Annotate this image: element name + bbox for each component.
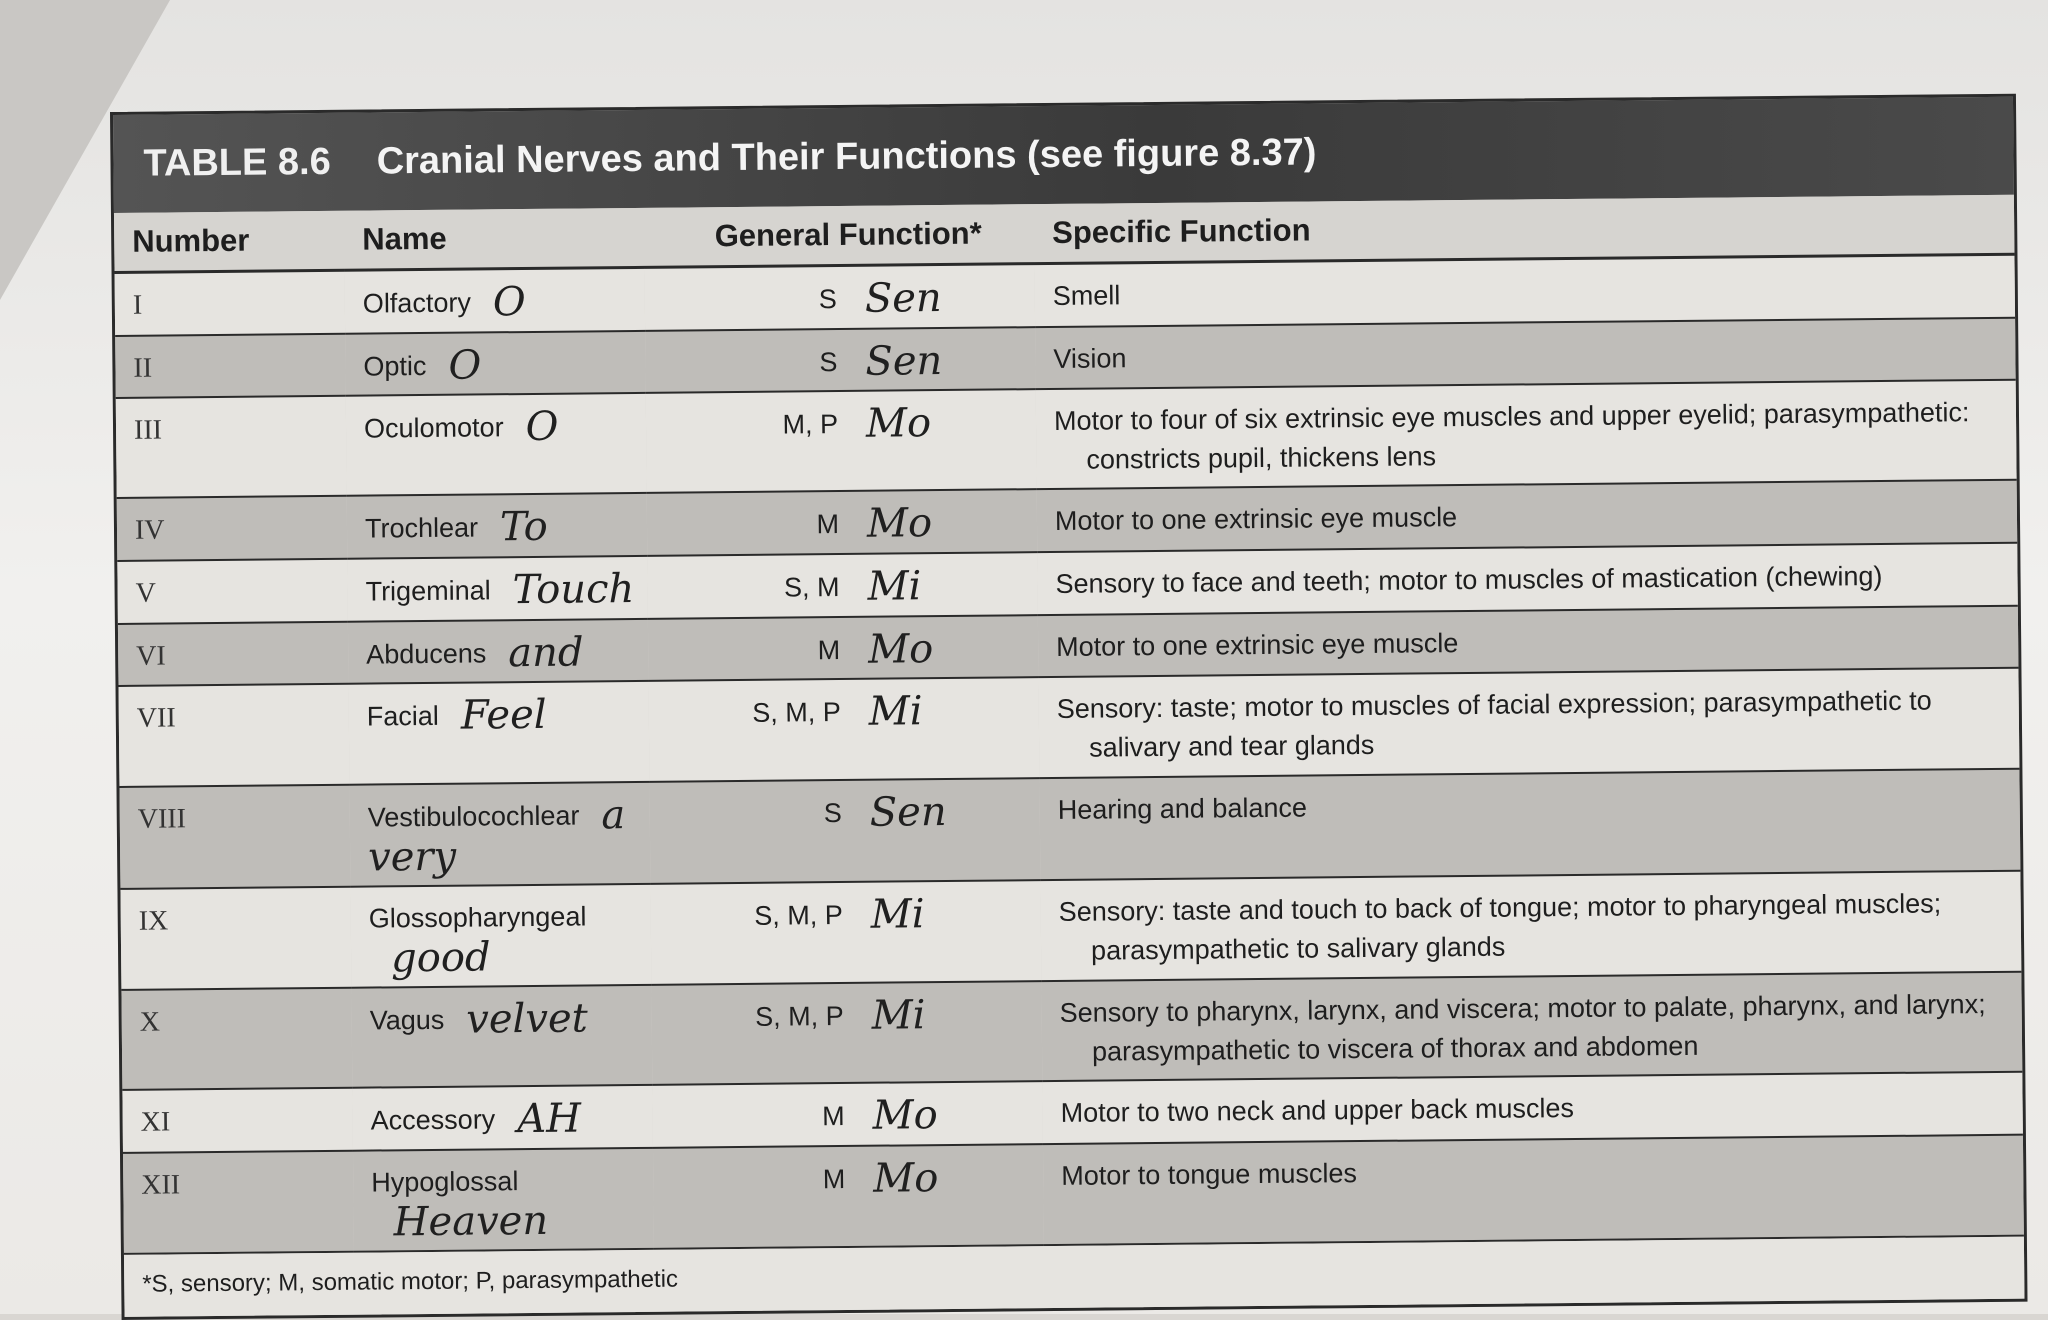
- general-function: M: [822, 1101, 845, 1132]
- general-function: S: [819, 346, 838, 377]
- nerve-number: XI: [122, 1088, 353, 1153]
- specific-function-line-1: Sensory: taste; motor to muscles of facial expression; parasympathetic to: [1056, 685, 1932, 725]
- table-row: [120, 871, 2021, 991]
- handwritten-note: velvet: [466, 995, 588, 1043]
- specific-function: [1038, 605, 2019, 677]
- handwritten-function-note: Mo: [866, 500, 933, 548]
- specific-function: [1039, 768, 2020, 880]
- nerve-name: Facial: [366, 701, 439, 732]
- handwritten-function-note: Sen: [865, 337, 943, 385]
- general-function-cell: [651, 981, 1042, 1085]
- general-function-cell: [645, 327, 1036, 393]
- nerve-name: Olfactory: [362, 287, 472, 319]
- general-function-cell: [649, 778, 1040, 884]
- handwritten-function-note: Mo: [867, 625, 934, 673]
- specific-function-line-1: Sensory to face and teeth; motor to muscles of mastication (chewing): [1055, 561, 1883, 600]
- specific-function: [1040, 871, 2021, 982]
- handwritten-note: a very: [367, 791, 626, 881]
- specific-function: [1036, 380, 2017, 490]
- general-function-cell: [647, 552, 1038, 618]
- handwritten-note: and: [508, 629, 584, 676]
- general-function: M: [817, 634, 841, 665]
- handwritten-note: Heaven: [393, 1197, 549, 1246]
- table-row: [119, 668, 2020, 787]
- cranial-nerves-table: [110, 94, 2028, 1320]
- table-title-bar: [113, 97, 2014, 213]
- nerve-number: I: [115, 270, 346, 335]
- general-function: S, M, P: [754, 899, 843, 931]
- nerve-number: II: [115, 333, 346, 398]
- nerve-name: Trochlear: [364, 512, 479, 545]
- table-row: [116, 380, 2017, 499]
- specific-function: [1043, 1135, 2024, 1246]
- handwritten-note: Touch: [512, 566, 635, 614]
- nerve-name-cell: [345, 267, 646, 333]
- handwritten-function-note: Mi: [871, 992, 926, 1039]
- nerve-name-cell: [349, 781, 650, 886]
- specific-function-line-1: Motor to tongue muscles: [1061, 1158, 1358, 1191]
- handwritten-note: To: [499, 504, 548, 551]
- nerve-name: Abducens: [366, 638, 487, 670]
- header-specific-function: Specific Function: [1034, 195, 2015, 264]
- nerve-name-cell: [351, 985, 652, 1088]
- nerve-name: Glossopharyngeal: [368, 901, 587, 934]
- general-function-cell: [648, 615, 1039, 681]
- general-function: M: [816, 509, 840, 540]
- nerve-number: VII: [119, 684, 350, 786]
- specific-function-line-2: constricts pupil, thickens lens: [1086, 441, 1437, 475]
- general-function-cell: [652, 1081, 1043, 1147]
- specific-function: [1042, 1072, 2023, 1144]
- handwritten-note: O: [492, 279, 526, 326]
- handwritten-function-note: Sen: [864, 275, 942, 322]
- general-function-cell: [650, 880, 1041, 985]
- handwritten-note: O: [448, 342, 482, 389]
- specific-function: [1034, 254, 2015, 326]
- general-function: S: [818, 284, 837, 315]
- table-row: [123, 1135, 2024, 1255]
- nerve-name: Hypoglossal: [371, 1166, 519, 1198]
- table-row: [119, 768, 2020, 889]
- specific-function: [1035, 317, 2016, 389]
- nerve-name-cell: [349, 681, 650, 784]
- specific-function-line-1: Vision: [1053, 342, 1127, 374]
- header-general-function: General Function*: [644, 204, 1035, 267]
- nerve-table: [114, 195, 2024, 1255]
- nerve-name: Optic: [363, 350, 427, 382]
- specific-function: [1041, 972, 2022, 1082]
- nerve-name-cell: [347, 556, 648, 621]
- specific-function-line-1: Sensory: taste and touch to back of tongue; motor to pharyngeal muscles;: [1058, 888, 1942, 927]
- specific-function: [1038, 668, 2019, 778]
- handwritten-function-note: Mo: [873, 1155, 939, 1202]
- specific-function-line-1: Smell: [1052, 280, 1121, 311]
- nerve-name: Vestibulocochlear: [367, 800, 580, 833]
- general-function: S, M, P: [755, 1001, 844, 1032]
- general-function-cell: [647, 490, 1038, 556]
- nerve-number: IX: [120, 887, 351, 990]
- nerve-name: Oculomotor: [363, 412, 504, 444]
- handwritten-function-note: Mi: [867, 563, 922, 610]
- specific-function-line-1: Hearing and balance: [1057, 792, 1308, 825]
- general-function: S: [823, 797, 842, 828]
- general-function: M, P: [782, 409, 839, 440]
- nerve-number: VI: [118, 621, 349, 686]
- general-function: S, M: [783, 572, 840, 603]
- general-function: M: [822, 1163, 846, 1195]
- specific-function-line-1: Motor to four of six extrinsic eye muscles and upper eyelid; parasympathetic:: [1053, 397, 1970, 437]
- specific-function-line-2: salivary and tear glands: [1089, 730, 1375, 764]
- nerve-name-cell: [348, 619, 649, 684]
- specific-function-line-1: Sensory to pharynx, larynx, and viscera; motor to palate, pharynx, and larynx;: [1059, 989, 1986, 1029]
- handwritten-function-note: Sen: [869, 788, 947, 836]
- nerve-name: Accessory: [370, 1104, 496, 1136]
- general-function-cell: [646, 389, 1037, 493]
- nerve-name-cell: [347, 493, 648, 558]
- nerve-name-cell: [345, 330, 646, 395]
- specific-function-line-1: Motor to one extrinsic eye muscle: [1056, 627, 1459, 662]
- nerve-name-cell: [352, 1085, 653, 1150]
- handwritten-note: AH: [517, 1095, 582, 1143]
- nerve-name: Vagus: [369, 1004, 445, 1036]
- handwritten-function-note: Mi: [868, 688, 923, 735]
- handwritten-function-note: Mi: [870, 891, 925, 938]
- handwritten-note: Feel: [460, 692, 547, 739]
- header-name: Name: [344, 208, 645, 270]
- nerve-name: Trigeminal: [365, 575, 491, 607]
- general-function-cell: [648, 677, 1039, 781]
- nerve-number: VIII: [119, 784, 350, 888]
- specific-function-line-1: Motor to one extrinsic eye muscle: [1054, 502, 1458, 537]
- nerve-number: V: [117, 559, 348, 624]
- nerve-name-cell: [346, 393, 647, 496]
- header-number: Number: [114, 211, 345, 273]
- general-function: S, M, P: [752, 697, 841, 729]
- table-title: Cranial Nerves and Their Functions (see figure 8.37): [376, 130, 1317, 182]
- nerve-number: IV: [117, 496, 348, 561]
- specific-function-line-1: Motor to two neck and upper back muscles: [1060, 1093, 1575, 1129]
- nerve-number: XII: [123, 1151, 354, 1254]
- specific-function-line-2: parasympathetic to salivary glands: [1090, 931, 1506, 966]
- handwritten-function-note: Mo: [865, 400, 932, 447]
- table-footnote: *S, sensory; M, somatic motor; P, parasympathetic: [124, 1237, 2025, 1317]
- specific-function: [1037, 543, 2018, 615]
- handwritten-function-note: Mo: [872, 1092, 938, 1140]
- specific-function: [1037, 480, 2018, 552]
- table-row: [121, 972, 2022, 1091]
- general-function-cell: [645, 264, 1036, 331]
- specific-function-line-2: parasympathetic to viscera of thorax and abdomen: [1091, 1031, 1699, 1067]
- nerve-name-cell: [350, 884, 651, 988]
- table-label: TABLE 8.6: [143, 140, 331, 185]
- general-function-cell: [653, 1144, 1044, 1249]
- nerve-number: X: [121, 988, 352, 1090]
- handwritten-note: O: [525, 403, 559, 451]
- handwritten-note: good: [390, 934, 491, 982]
- nerve-number: III: [116, 396, 347, 498]
- nerve-name-cell: [353, 1148, 654, 1252]
